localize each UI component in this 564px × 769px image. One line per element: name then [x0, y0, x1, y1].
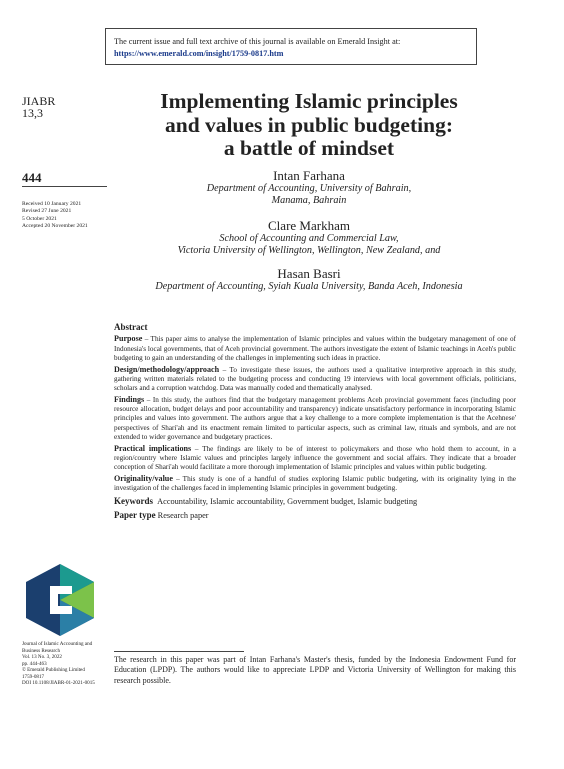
received-dates — [22, 201, 88, 230]
abstract-practical — [114, 444, 516, 473]
journal-info — [22, 641, 95, 687]
journal-info-line: pp. 444-463 — [22, 660, 47, 667]
archive-notice-text: The current issue and full text archive of this journal is available on Emerald Insight at: — [114, 37, 401, 46]
paper-type-label: Paper type — [114, 509, 156, 520]
author-name: Clare Markham — [268, 218, 350, 233]
date-line: 5 October 2021 — [22, 215, 57, 222]
journal-volume: 13,3 — [22, 106, 43, 120]
date-line: Revised 27 June 2021 — [22, 208, 72, 215]
abstract-originality — [114, 474, 516, 494]
footnote-divider — [114, 651, 244, 652]
section-text: – To investigate these issues, the authors used a qualitative interpretive approach in this study, gathering written materials related to the budgeting process and conducting 19 interviews with local government officials, politicians, scholars and a corruption watchdog. Data was manually coded and thematically analysed. — [114, 365, 516, 393]
abstract — [114, 323, 516, 520]
footnote: The research in this paper was part of Intan Farhana's Master's thesis, funded by the Indonesia Endowment Fund for Education (LPDP). The authors would like to appreciate LPDP and Victoria University of Wellington for making this research possible. — [114, 655, 516, 685]
keywords — [114, 497, 516, 506]
date-line: Accepted 20 November 2021 — [22, 222, 88, 229]
paper-type-text: Research paper — [157, 510, 209, 520]
journal-url-link[interactable]: https://www.emerald.com/insight/1759-0817.htm — [114, 49, 284, 58]
author-name: Hasan Basri — [277, 266, 341, 281]
archive-notice-box — [105, 28, 477, 65]
paper-type — [114, 511, 516, 520]
title-line: and values in public budgeting: — [165, 112, 453, 137]
author-affiliation: Manama, Bahrain — [271, 195, 347, 207]
journal-info-line: 1759-0817 — [22, 673, 45, 680]
author-affiliation: School of Accounting and Commercial Law, — [219, 233, 399, 244]
keywords-text: Accountability, Islamic accountability, Government budget, Islamic budgeting — [157, 496, 418, 506]
author-affiliation: Department of Accounting, Syiah Kuala University, Banda Aceh, Indonesia — [155, 281, 463, 292]
journal-info-line: © Emerald Publishing Limited — [22, 667, 85, 673]
abstract-design — [114, 365, 516, 394]
author-1 — [100, 168, 518, 208]
emerald-logo-icon — [20, 560, 100, 640]
section-label: Practical implications — [114, 443, 192, 453]
author-2 — [100, 218, 518, 258]
journal-info-line: Business Research — [22, 647, 61, 654]
journal-info-line: Journal of Islamic Accounting and — [22, 641, 93, 647]
section-text: – The findings are likely to be of interest to policymakers and those who hold them to account, in a region/country where Islamic values and principles largely influence the government and social affairs. They indicate that a broader conception of Shari'ah would facilitate a more thorough implementation of Islamic principles and values within public budgeting. — [114, 444, 516, 472]
keywords-label: Keywords — [114, 495, 153, 506]
author-name: Intan Farhana — [273, 168, 345, 183]
page-number-divider — [22, 186, 107, 187]
author-affiliation: Victoria University of Wellington, Wellington, New Zealand, and — [177, 245, 441, 257]
section-label: Originality/value — [114, 473, 173, 483]
journal-info-line: DOI 10.1108/JIABR-01-2021-0015 — [22, 680, 95, 686]
journal-code-block — [22, 95, 55, 119]
date-line: Received 10 January 2021 — [22, 201, 82, 207]
journal-code: JIABR — [22, 94, 56, 108]
section-text: – In this study, the authors find that the budgetary management problems Aceh provincial government faces (including poor resource allocation, budget delays and poor accountability and transparency) indicate unsatisfactory performance in incorporating Islamic principles and values into government. The authors argue that a key challenge to a more complete implementation is that the Acehnese' perspectives of Shari'ah and its enactment remain limited to particular aspects, such as criminal law, rituals and symbols, and are not extended to wider governance and budgetary practices. — [114, 395, 516, 442]
abstract-heading: Abstract — [114, 322, 148, 332]
section-text: – This paper aims to analyse the implementation of Islamic principles and values within the budgetary management of one of Indonesia's local governments, that of Aceh provincial government. The authors investigate the extent of Islamic teachings in Aceh's public budgeting to gain an understanding of the challenges in implementing such ideas in practice. — [114, 335, 516, 363]
section-label: Findings — [114, 394, 145, 404]
title-line: Implementing Islamic principles — [160, 89, 458, 113]
author-3 — [100, 266, 518, 293]
section-label: Purpose — [114, 334, 143, 344]
section-text: – This study is one of a handful of studies exploring Islamic public budgeting, with its originality lying in the investigation of the challenges faced in implementing Islamic principles in government budgeting. — [114, 474, 516, 493]
journal-info-line: Vol. 13 No. 3, 2022 — [22, 654, 62, 660]
abstract-purpose — [114, 334, 516, 363]
section-label: Design/methodology/approach — [114, 364, 220, 374]
author-affiliation: Department of Accounting, University of Bahrain, — [206, 183, 412, 194]
paper-title — [105, 90, 513, 161]
page-number: 444 — [22, 170, 42, 185]
abstract-findings — [114, 395, 516, 443]
title-line: a battle of mindset — [223, 136, 395, 160]
